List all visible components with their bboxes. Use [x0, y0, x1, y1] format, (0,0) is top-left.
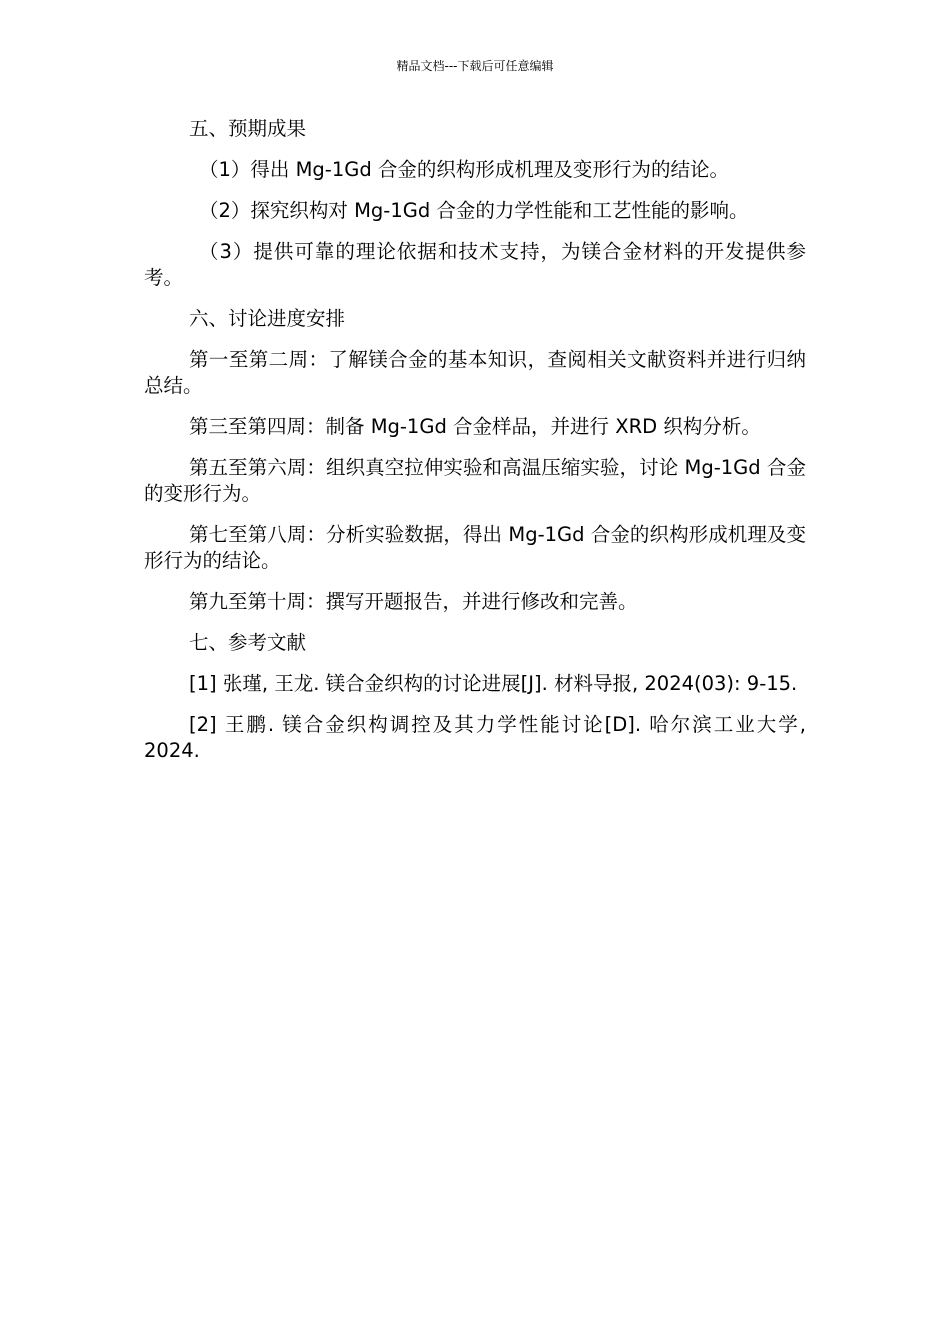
schedule-item: 第七至第八周：分析实验数据，得出 Mg-1Gd 合金的织构形成机理及变形行为的结论。: [144, 523, 806, 572]
section-heading-schedule: 六、讨论进度安排: [189, 307, 346, 330]
section-heading-expected-results: 五、预期成果: [189, 117, 307, 140]
page-header: 精品文档---下载后可任意编辑: [396, 59, 554, 73]
reference-item: [2] 王鹏. 镁合金织构调控及其力学性能讨论[D]. 哈尔滨工业大学, 2024.: [144, 713, 806, 762]
document-body: [144, 116, 806, 779]
expected-result-item: （3）提供可靠的理论依据和技术支持，为镁合金材料的开发提供参考。: [144, 240, 806, 289]
expected-result-item: （2）探究织构对 Mg-1Gd 合金的力学性能和工艺性能的影响。: [199, 199, 749, 222]
schedule-item: 第九至第十周：撰写开题报告，并进行修改和完善。: [189, 590, 638, 613]
section-heading-references: 七、参考文献: [189, 631, 307, 654]
reference-item: [1] 张瑾, 王龙. 镁合金织构的讨论进展[J]. 材料导报, 2024(03): 9-15.: [189, 672, 798, 695]
expected-result-item: （1）得出 Mg-1Gd 合金的织构形成机理及变形行为的结论。: [199, 158, 729, 181]
schedule-item: 第五至第六周：组织真空拉伸实验和高温压缩实验，讨论 Mg-1Gd 合金的变形行为。: [144, 456, 806, 505]
schedule-item: 第三至第四周：制备 Mg-1Gd 合金样品，并进行 XRD 织构分析。: [189, 415, 761, 438]
schedule-item: 第一至第二周：了解镁合金的基本知识，查阅相关文献资料并进行归纳总结。: [144, 348, 806, 397]
